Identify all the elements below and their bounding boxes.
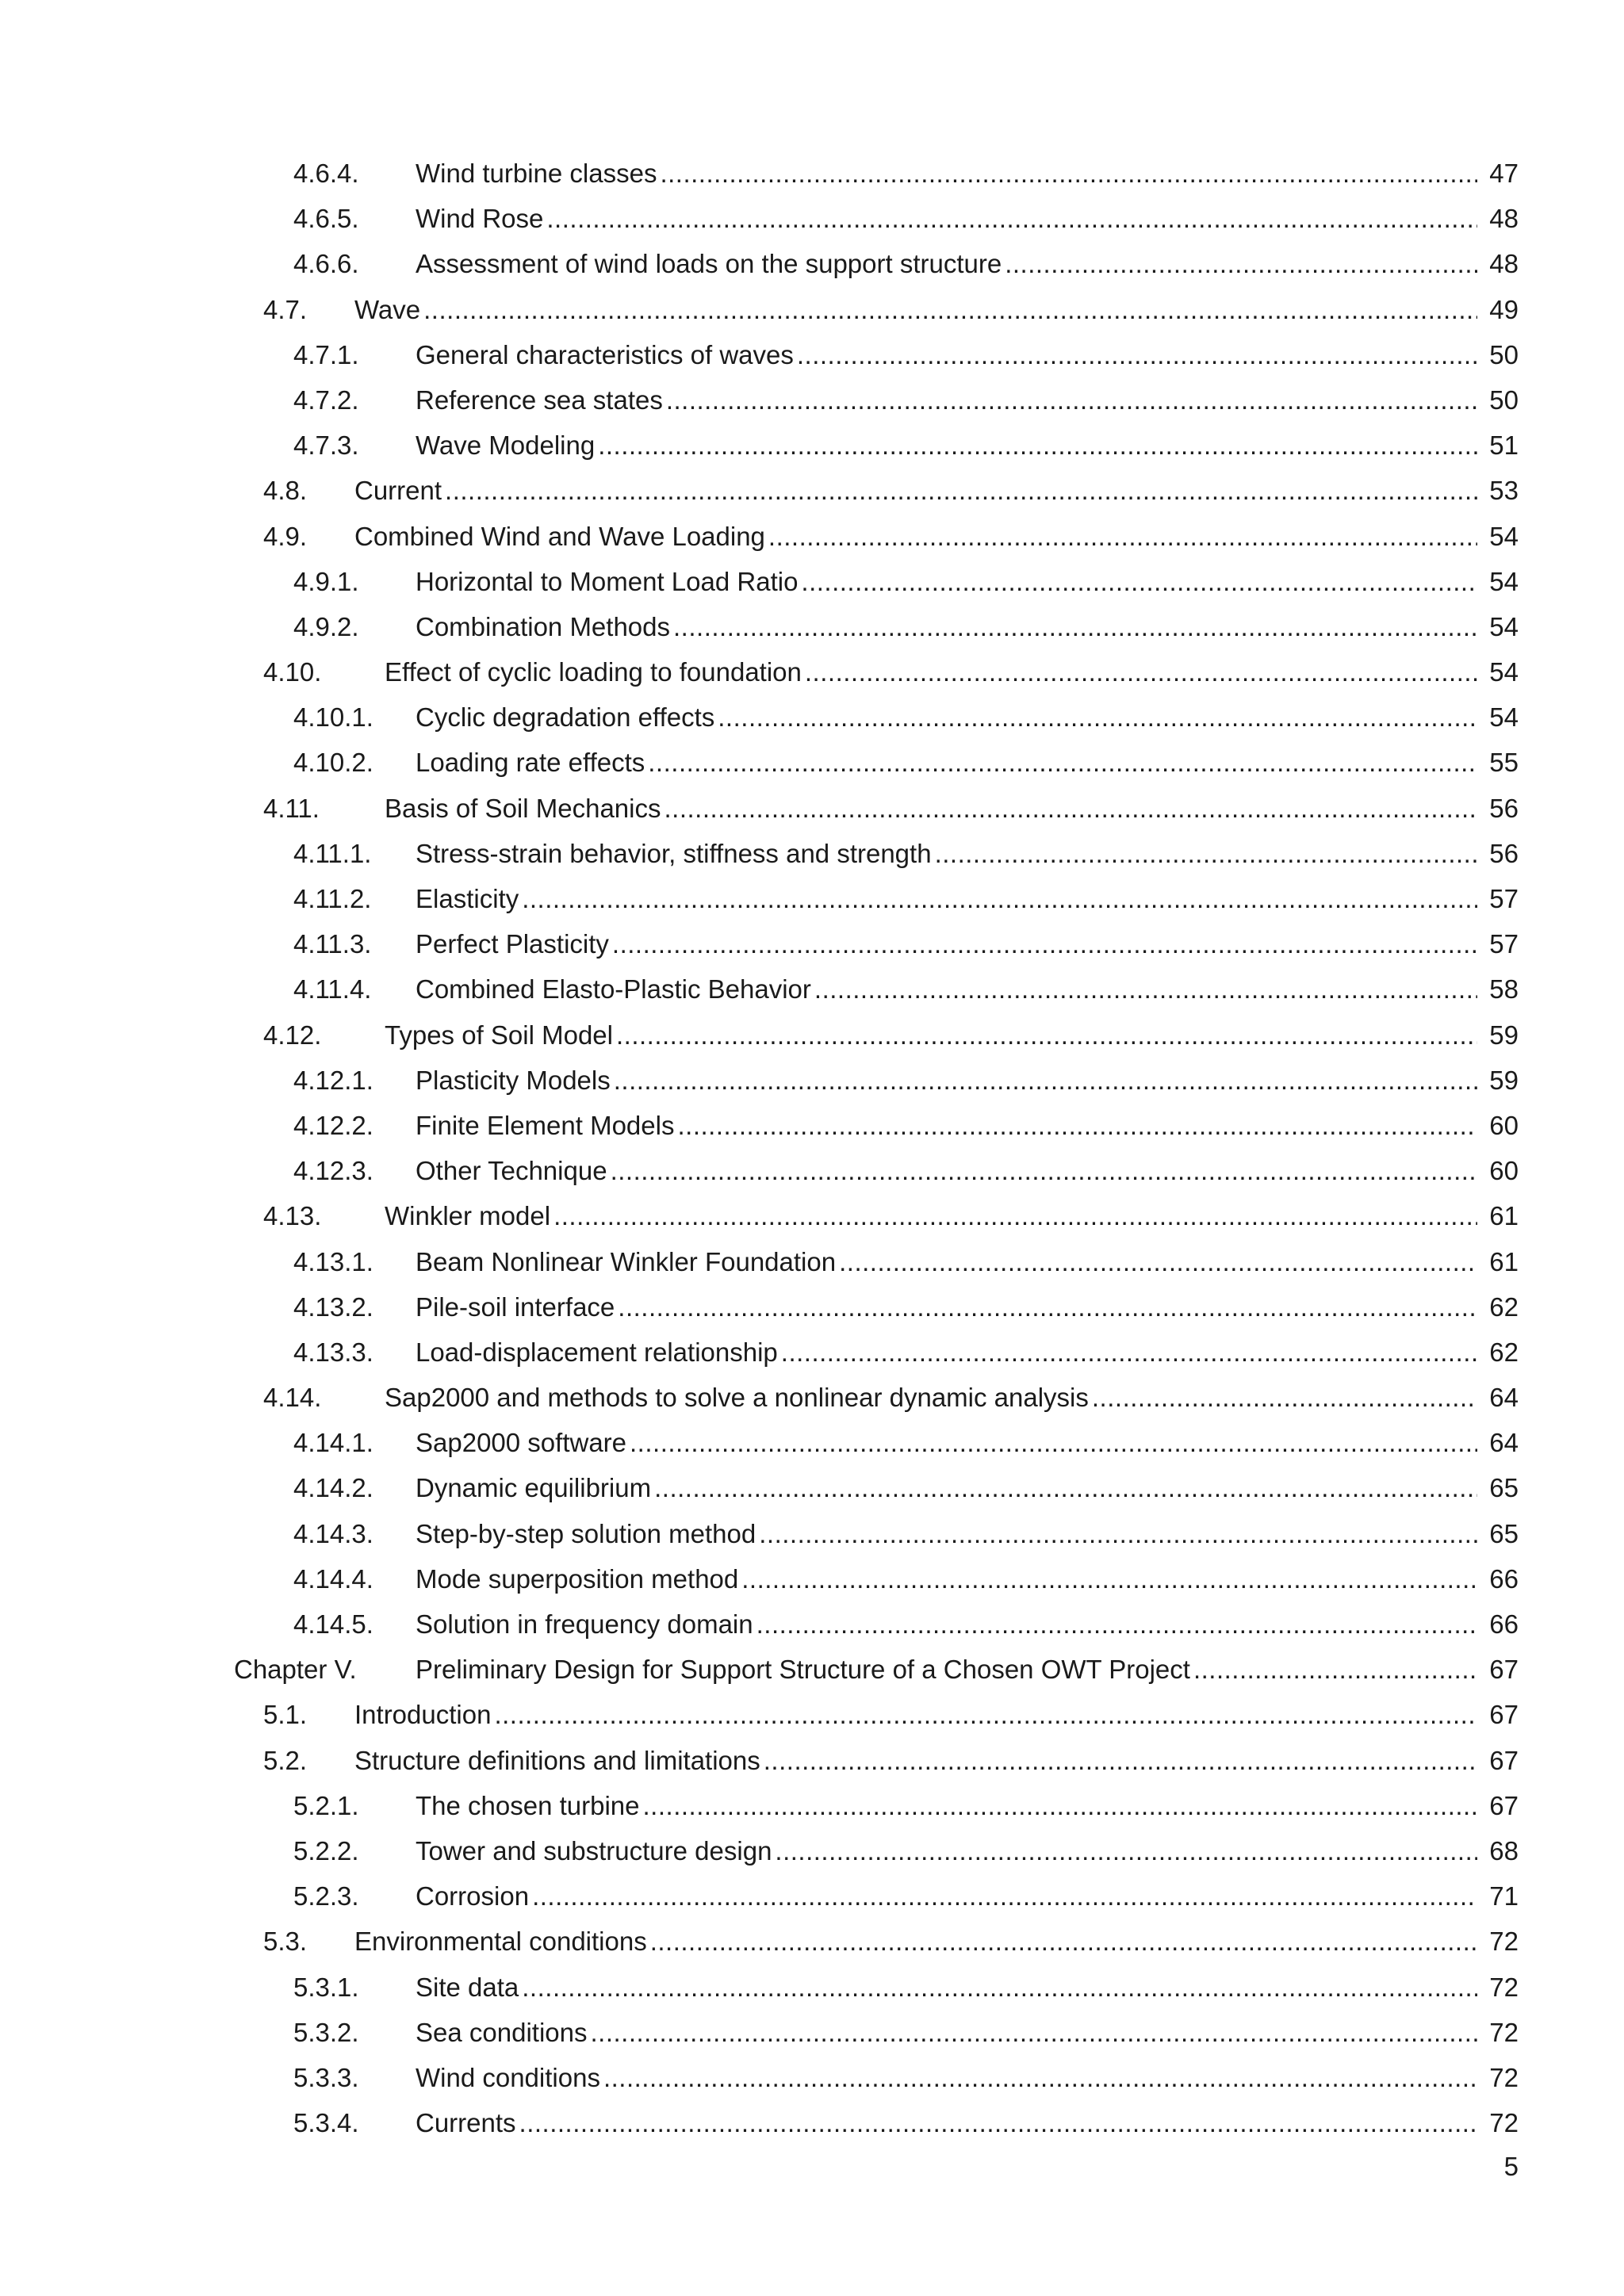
toc-entry[interactable] <box>0 559 1624 604</box>
toc-entry-title: Beam Nonlinear Winkler Foundation <box>416 1239 839 1284</box>
toc-entry-title: Current <box>354 468 445 513</box>
toc-entry-title: Corrosion <box>416 1873 532 1919</box>
toc-entry-title: Perfect Plasticity <box>416 921 612 966</box>
toc-entry-title: General characteristics of waves <box>416 332 797 377</box>
toc-dot-leader <box>718 695 1477 740</box>
toc-entry-number: 5.2. <box>263 1745 308 1775</box>
toc-entry-number: 4.6.6. <box>293 249 359 279</box>
toc-entry-number: 5.3.4. <box>293 2108 359 2138</box>
toc-entry-title-leader <box>354 1738 1477 1783</box>
toc-entry-page: 51 <box>1489 430 1519 461</box>
toc-entry-title: Dynamic equilibrium <box>416 1465 654 1510</box>
toc-entry-page: 57 <box>1489 884 1519 913</box>
toc-dot-leader <box>616 1012 1477 1058</box>
toc-entry[interactable] <box>0 1692 1624 1737</box>
toc-entry-title-leader <box>354 514 1477 559</box>
toc-entry-title-leader <box>416 740 1477 785</box>
toc-entry-number: 4.6.4. <box>293 159 359 188</box>
toc-entry-title-leader <box>354 1919 1477 1964</box>
toc-entry-number: 4.12.3. <box>293 1156 373 1186</box>
toc-entry[interactable] <box>0 1511 1624 1556</box>
toc-entry-title-leader <box>354 1692 1477 1737</box>
toc-entry-title-leader <box>385 1375 1477 1420</box>
toc-entry-number: 4.9. <box>263 521 308 551</box>
toc-entry-title-leader <box>416 1783 1477 1828</box>
toc-entry-title-leader <box>416 559 1477 604</box>
toc-dot-leader <box>590 2010 1477 2055</box>
toc-entry-page: 65 <box>1489 1473 1519 1503</box>
toc-entry-page: 57 <box>1489 929 1519 959</box>
toc-entry-title-leader <box>416 151 1477 196</box>
toc-entry[interactable] <box>0 740 1624 785</box>
toc-entry[interactable] <box>0 2010 1624 2055</box>
toc-entry-page: 72 <box>1489 2062 1519 2092</box>
toc-entry-page: 59 <box>1489 1020 1519 1050</box>
page-number: 5 <box>1503 2152 1519 2181</box>
toc-entry-title: Wave <box>354 287 423 332</box>
toc-entry-page: 58 <box>1489 974 1519 1004</box>
toc-entry[interactable] <box>0 1012 1624 1058</box>
toc-entry-number: 5.3.1. <box>293 1972 359 2002</box>
toc-dot-leader <box>611 1148 1477 1193</box>
toc-dot-leader <box>1005 241 1477 286</box>
toc-entry-page: 59 <box>1489 1065 1519 1095</box>
toc-entry-number: 4.10.1. <box>293 702 373 733</box>
toc-entry-title: Combined Elasto-Plastic Behavior <box>416 966 814 1012</box>
toc-entry[interactable] <box>0 1828 1624 1873</box>
toc-dot-leader <box>654 1465 1477 1510</box>
toc-entry-title-leader <box>416 1828 1477 1873</box>
toc-entry-number: 5.3. <box>263 1927 308 1957</box>
toc-entry[interactable] <box>0 1148 1624 1193</box>
toc-entry-number: 4.12.2. <box>293 1110 373 1140</box>
toc-entry-page: 65 <box>1489 1518 1519 1548</box>
toc-dot-leader <box>775 1828 1477 1873</box>
toc-entry-title-leader <box>416 966 1477 1012</box>
toc-dot-leader <box>666 377 1477 423</box>
toc-entry-title-leader <box>416 1873 1477 1919</box>
toc-entry-page: 50 <box>1489 339 1519 369</box>
toc-entry-number: 4.14.2. <box>293 1473 373 1503</box>
toc-entry-page: 61 <box>1489 1246 1519 1276</box>
toc-dot-leader <box>764 1738 1477 1783</box>
toc-entry-number: 4.13.2. <box>293 1292 373 1322</box>
toc-entry-page: 55 <box>1489 748 1519 778</box>
toc-entry-number: 4.6.5. <box>293 204 359 234</box>
toc-entry-title-leader <box>416 2100 1477 2145</box>
toc-entry[interactable] <box>0 1738 1624 1783</box>
toc-entry-number: 4.9.1. <box>293 566 359 596</box>
toc-entry-title: Wind conditions <box>416 2055 603 2100</box>
toc-entry-title-leader <box>416 196 1477 241</box>
toc-entry-page: 72 <box>1489 1972 1519 2002</box>
toc-entry-title-leader <box>416 831 1477 876</box>
toc-entry-title-leader <box>416 332 1477 377</box>
toc-entry[interactable] <box>0 196 1624 241</box>
toc-entry-title-leader <box>416 1601 1477 1647</box>
toc-entry-title: Preliminary Design for Support Structure of a Chosen OWT Project <box>416 1647 1193 1692</box>
toc-entry-title: Currents <box>416 2100 519 2145</box>
toc-entry-number: 5.3.2. <box>293 2017 359 2047</box>
toc-dot-leader <box>445 468 1477 513</box>
toc-entry[interactable] <box>0 1965 1624 2010</box>
toc-entry[interactable] <box>0 1556 1624 1601</box>
toc-entry-page: 72 <box>1489 1927 1519 1957</box>
toc-entry-page: 54 <box>1489 566 1519 596</box>
toc-entry-title-leader <box>416 241 1477 286</box>
toc-entry-title: Reference sea states <box>416 377 666 423</box>
toc-dot-leader <box>519 2100 1477 2145</box>
toc-entry-title: Effect of cyclic loading to foundation <box>385 649 805 695</box>
toc-entry-title: Wind Rose <box>416 196 546 241</box>
toc-entry-title: Stress-strain behavior, stiffness and strength <box>416 831 935 876</box>
toc-entry-title-leader <box>416 1511 1477 1556</box>
toc-entry[interactable] <box>0 151 1624 196</box>
toc-entry[interactable] <box>0 649 1624 695</box>
toc-entry[interactable] <box>0 1058 1624 1103</box>
toc-entry-page: 50 <box>1489 385 1519 415</box>
toc-entry[interactable] <box>0 1601 1624 1647</box>
toc-entry-number: 4.11.3. <box>293 929 372 959</box>
toc-dot-leader <box>522 876 1477 921</box>
toc-entry[interactable] <box>0 468 1624 513</box>
toc-entry[interactable] <box>0 332 1624 377</box>
toc-entry-page: 64 <box>1489 1383 1519 1413</box>
toc-entry-page: 62 <box>1489 1292 1519 1322</box>
toc-entry-title-leader <box>416 1556 1477 1601</box>
toc-entry-page: 66 <box>1489 1563 1519 1594</box>
toc-dot-leader <box>598 423 1477 468</box>
toc-entry-page: 64 <box>1489 1428 1519 1458</box>
toc-entry-number: Chapter V. <box>234 1655 357 1685</box>
toc-entry-title: Loading rate effects <box>416 740 648 785</box>
toc-entry-number: 5.2.1. <box>293 1790 359 1820</box>
toc-dot-leader <box>797 332 1477 377</box>
toc-entry-title: Combined Wind and Wave Loading <box>354 514 768 559</box>
toc-entry-title-leader <box>416 1058 1477 1103</box>
toc-entry-title: Horizontal to Moment Load Ratio <box>416 559 801 604</box>
toc-entry-number: 4.12.1. <box>293 1065 373 1095</box>
toc-entry-number: 4.14.3. <box>293 1518 373 1548</box>
toc-entry-number: 4.7.1. <box>293 339 359 369</box>
toc-entry-page: 67 <box>1489 1700 1519 1730</box>
toc-entry-title-leader <box>416 377 1477 423</box>
toc-entry[interactable] <box>0 514 1624 559</box>
toc-entry-title-leader <box>416 1465 1477 1510</box>
toc-entry[interactable] <box>0 1420 1624 1465</box>
toc-entry[interactable] <box>0 1284 1624 1330</box>
toc-entry-page: 56 <box>1489 838 1519 868</box>
toc-entry-title-leader <box>416 1420 1477 1465</box>
toc-entry-page: 48 <box>1489 204 1519 234</box>
toc-dot-leader <box>673 604 1477 649</box>
toc-entry[interactable] <box>0 1330 1624 1375</box>
toc-entry-page: 72 <box>1489 2017 1519 2047</box>
toc-entry-number: 5.1. <box>263 1700 308 1730</box>
toc-entry-number: 4.13.3. <box>293 1337 373 1367</box>
toc-entry-page: 61 <box>1489 1201 1519 1231</box>
toc-entry-page: 66 <box>1489 1609 1519 1639</box>
toc-entry-title: Basis of Soil Mechanics <box>385 786 664 831</box>
toc-entry-number: 4.14. <box>263 1383 322 1413</box>
toc-entry-number: 4.8. <box>263 476 308 506</box>
toc-entry[interactable] <box>0 1103 1624 1148</box>
toc-entry-number: 4.7.3. <box>293 430 359 461</box>
toc-entry-title-leader <box>354 287 1477 332</box>
toc-dot-leader <box>522 1965 1477 2010</box>
toc-dot-leader <box>553 1193 1477 1238</box>
toc-entry[interactable] <box>0 786 1624 831</box>
toc-entry-page: 67 <box>1489 1655 1519 1685</box>
toc-entry-title-leader <box>416 2010 1477 2055</box>
toc-entry-title-leader <box>416 1239 1477 1284</box>
toc-entry-title-leader <box>385 1012 1477 1058</box>
toc-entry-page: 72 <box>1489 2108 1519 2138</box>
toc-entry-number: 4.10.2. <box>293 748 373 778</box>
toc-entry-page: 60 <box>1489 1110 1519 1140</box>
toc-entry-title: Load-displacement relationship <box>416 1330 781 1375</box>
toc-entry-number: 4.14.4. <box>293 1563 373 1594</box>
toc-entry-title-leader <box>416 1103 1477 1148</box>
toc-entry-title: Pile-soil interface <box>416 1284 618 1330</box>
toc-entry-title: The chosen turbine <box>416 1783 643 1828</box>
toc-entry[interactable] <box>0 2100 1624 2145</box>
toc-entry[interactable] <box>0 921 1624 966</box>
toc-entry[interactable] <box>0 1465 1624 1510</box>
toc-entry-number: 4.7. <box>263 294 308 324</box>
toc-dot-leader <box>814 966 1477 1012</box>
toc-entry-page: 54 <box>1489 702 1519 733</box>
toc-entry-title: Types of Soil Model <box>385 1012 616 1058</box>
toc-entry-title-leader <box>416 921 1477 966</box>
toc-entry-number: 5.2.2. <box>293 1835 359 1866</box>
toc-entry-number: 4.7.2. <box>293 385 359 415</box>
toc-entry[interactable] <box>0 423 1624 468</box>
toc-entry-title: Sea conditions <box>416 2010 590 2055</box>
toc-entry[interactable] <box>0 241 1624 286</box>
toc-entry-title: Finite Element Models <box>416 1103 677 1148</box>
toc-entry-number: 4.14.1. <box>293 1428 373 1458</box>
toc-entry-title: Plasticity Models <box>416 1058 614 1103</box>
toc-entry-title-leader <box>416 1965 1477 2010</box>
toc-entry-title: Other Technique <box>416 1148 611 1193</box>
toc-dot-leader <box>768 514 1477 559</box>
toc-entry[interactable] <box>0 2055 1624 2100</box>
toc-entry-title-leader <box>416 1647 1477 1692</box>
toc-entry-number: 4.11.2. <box>293 884 372 913</box>
toc-dot-leader <box>677 1103 1477 1148</box>
toc-entry[interactable] <box>0 604 1624 649</box>
toc-dot-leader <box>664 786 1477 831</box>
toc-entry-title: Combination Methods <box>416 604 673 649</box>
toc-dot-leader <box>839 1239 1477 1284</box>
toc-entry-title: Winkler model <box>385 1193 553 1238</box>
toc-entry-title-leader <box>416 2055 1477 2100</box>
toc-dot-leader <box>494 1692 1477 1737</box>
toc-entry-page: 49 <box>1489 294 1519 324</box>
toc-entry[interactable] <box>0 1873 1624 1919</box>
toc-entry[interactable] <box>0 831 1624 876</box>
toc-entry-title: Cyclic degradation effects <box>416 695 718 740</box>
table-of-contents <box>0 151 1624 2145</box>
toc-entry-number: 5.2.3. <box>293 1881 359 1911</box>
toc-entry[interactable] <box>0 695 1624 740</box>
toc-dot-leader <box>741 1556 1477 1601</box>
toc-entry-title-leader <box>416 1148 1477 1193</box>
toc-entry-number: 4.10. <box>263 657 322 687</box>
toc-entry-title-leader <box>416 876 1477 921</box>
toc-entry-title: Wind turbine classes <box>416 151 660 196</box>
toc-entry-page: 54 <box>1489 521 1519 551</box>
toc-entry-title-leader <box>416 604 1477 649</box>
toc-dot-leader <box>532 1873 1477 1919</box>
toc-entry-page: 62 <box>1489 1337 1519 1367</box>
toc-dot-leader <box>614 1058 1477 1103</box>
toc-entry[interactable] <box>0 1193 1624 1238</box>
toc-entry-title: Site data <box>416 1965 522 2010</box>
toc-entry-number: 4.13.1. <box>293 1246 373 1276</box>
toc-entry-title: Structure definitions and limitations <box>354 1738 764 1783</box>
toc-entry[interactable] <box>0 1919 1624 1964</box>
toc-entry[interactable] <box>0 1239 1624 1284</box>
toc-entry-title: Wave Modeling <box>416 423 598 468</box>
toc-entry-page: 53 <box>1489 476 1519 506</box>
toc-dot-leader <box>660 151 1477 196</box>
toc-dot-leader <box>1193 1647 1477 1692</box>
toc-dot-leader <box>650 1919 1477 1964</box>
toc-entry-title: Environmental conditions <box>354 1919 650 1964</box>
toc-entry-page: 56 <box>1489 793 1519 823</box>
toc-entry-number: 5.3.3. <box>293 2062 359 2092</box>
toc-entry-title: Mode superposition method <box>416 1556 741 1601</box>
toc-entry-number: 4.11. <box>263 793 320 823</box>
toc-entry-page: 71 <box>1489 1881 1519 1911</box>
toc-entry-title-leader <box>354 468 1477 513</box>
toc-entry-page: 54 <box>1489 657 1519 687</box>
toc-dot-leader <box>801 559 1477 604</box>
toc-entry[interactable] <box>0 876 1624 921</box>
toc-dot-leader <box>1092 1375 1477 1420</box>
toc-entry[interactable] <box>0 966 1624 1012</box>
toc-entry[interactable] <box>0 1647 1624 1692</box>
toc-entry-title: Step-by-step solution method <box>416 1511 759 1556</box>
toc-dot-leader <box>759 1511 1477 1556</box>
toc-dot-leader <box>805 649 1477 695</box>
toc-entry-title-leader <box>416 695 1477 740</box>
toc-entry-title: Sap2000 and methods to solve a nonlinear dynamic analysis <box>385 1375 1092 1420</box>
toc-entry-title: Tower and substructure design <box>416 1828 775 1873</box>
toc-entry-title-leader <box>416 423 1477 468</box>
toc-entry-number: 4.9.2. <box>293 611 359 641</box>
toc-entry-number: 4.14.5. <box>293 1609 373 1639</box>
toc-dot-leader <box>648 740 1477 785</box>
toc-entry-page: 60 <box>1489 1156 1519 1186</box>
toc-dot-leader <box>423 287 1477 332</box>
toc-entry-title-leader <box>416 1330 1477 1375</box>
toc-entry-number: 4.13. <box>263 1201 322 1231</box>
toc-dot-leader <box>612 921 1477 966</box>
toc-entry-title-leader <box>416 1284 1477 1330</box>
toc-dot-leader <box>643 1783 1477 1828</box>
toc-dot-leader <box>603 2055 1477 2100</box>
toc-entry-title: Introduction <box>354 1692 494 1737</box>
toc-entry[interactable] <box>0 377 1624 423</box>
toc-entry-title: Solution in frequency domain <box>416 1601 756 1647</box>
toc-entry[interactable] <box>0 1375 1624 1420</box>
toc-dot-leader <box>546 196 1477 241</box>
toc-entry-number: 4.11.1. <box>293 838 372 868</box>
toc-entry-title: Sap2000 software <box>416 1420 630 1465</box>
toc-entry[interactable] <box>0 1783 1624 1828</box>
toc-dot-leader <box>781 1330 1477 1375</box>
toc-dot-leader <box>756 1601 1477 1647</box>
toc-entry-page: 67 <box>1489 1790 1519 1820</box>
toc-entry-title-leader <box>385 786 1477 831</box>
toc-entry-page: 67 <box>1489 1745 1519 1775</box>
toc-entry-number: 4.12. <box>263 1020 322 1050</box>
toc-dot-leader <box>618 1284 1477 1330</box>
toc-entry-page: 47 <box>1489 159 1519 188</box>
toc-entry-page: 68 <box>1489 1835 1519 1866</box>
toc-dot-leader <box>935 831 1477 876</box>
toc-entry[interactable] <box>0 287 1624 332</box>
toc-entry-title: Elasticity <box>416 876 522 921</box>
toc-entry-number: 4.11.4. <box>293 974 372 1004</box>
toc-entry-title: Assessment of wind loads on the support structure <box>416 241 1005 286</box>
toc-entry-page: 48 <box>1489 249 1519 279</box>
toc-entry-title-leader <box>385 649 1477 695</box>
toc-entry-page: 54 <box>1489 611 1519 641</box>
toc-entry-title-leader <box>385 1193 1477 1238</box>
toc-dot-leader <box>630 1420 1477 1465</box>
